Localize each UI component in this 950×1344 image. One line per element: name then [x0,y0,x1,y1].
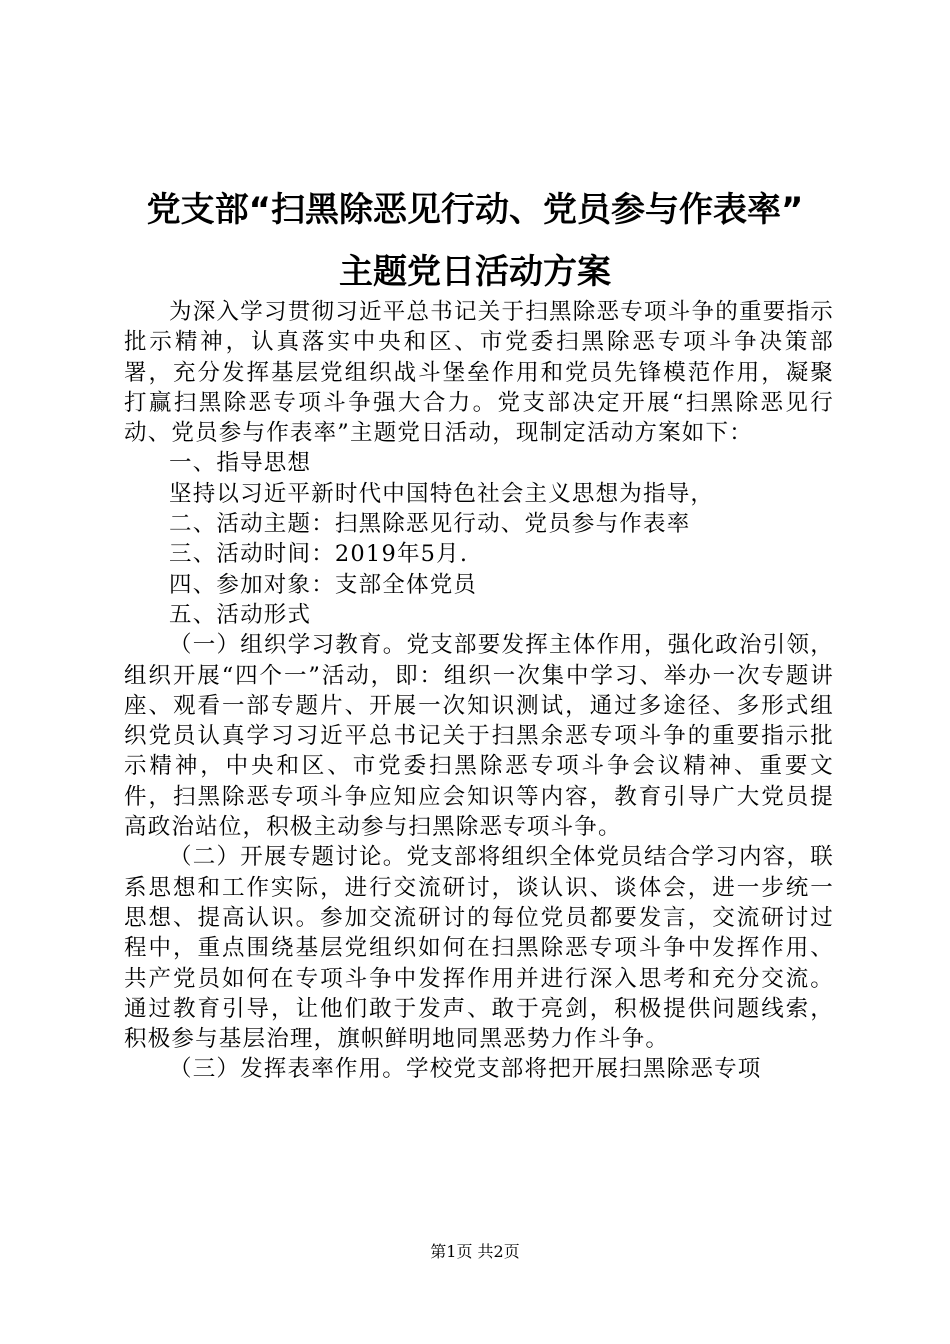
section-activity-time: 三、活动时间：2019年5月. [169,541,469,568]
activity-item-exemplary: （三）发挥表率作用。学校党支部将把开展扫黑除恶专项 [169,1056,762,1083]
title-line-2: 主题党日活动方案 [339,252,611,292]
activity-item-discussion: （二）开展专题讨论。党支部将组织全体党员结合学习内容，联系思想和工作实际，进行交流研讨，谈认识、谈体会，进一步统一思想、提高认识。参加交流研讨的每位党员都要发言，交流研讨过程中，重点围绕基层党组织如何在扫黑除恶专项斗争中发挥作用、共产党员如何在专项斗争中发挥作用并进行深入思考和充分交流。通过教育引导，让他们敢于发声、敢于亮剑，积极提供问题线索，积极参与基层治理，旗帜鲜明地同黑恶势力作斗争。 [124,844,834,1053]
section-text-guiding-thought: 坚持以习近平新时代中国特色社会主义思想为指导， [169,480,715,507]
page-number: 第1页 共2页 [430,1242,520,1261]
document-body [124,297,834,1085]
section-activity-theme: 二、活动主题：扫黑除恶见行动、党员参与作表率 [169,511,691,538]
title-line-1: 党支部“扫黑除恶见行动、党员参与作表率” [146,190,804,230]
activity-item-study: （一）组织学习教育。党支部要发挥主体作用，强化政治引领，组织开展“四个一”活动，即：组织一次集中学习、举办一次专题讲座、观看一部专题片、开展一次知识测试，通过多途径、多形式组织党员认真学习习近平总书记关于扫黑余恶专项斗争的重要指示批示精神，中央和区、市党委扫黑除恶专项斗争会议精神、重要文件，扫黑除恶专项斗争应知应会知识等内容，教育引导广大党员提高政治站位，积极主动参与扫黑除恶专项斗争。 [124,632,834,841]
section-heading-activity-form: 五、活动形式 [169,601,312,628]
page-title [0,182,950,300]
intro-paragraph: 为深入学习贯彻习近平总书记关于扫黑除恶专项斗争的重要指示批示精神，认真落实中央和区、市党委扫黑除恶专项斗争决策部署，充分发挥基层党组织战斗堡垒作用和党员先锋模范作用，凝聚打赢扫黑除恶专项斗争强大合力。党支部决定开展“扫黑除恶见行动、党员参与作表率”主题党日活动，现制定活动方案如下： [124,299,834,447]
section-participants: 四、参加对象：支部全体党员 [169,571,478,598]
page-footer [0,1242,950,1262]
section-heading-guiding-thought: 一、指导思想 [169,450,312,477]
